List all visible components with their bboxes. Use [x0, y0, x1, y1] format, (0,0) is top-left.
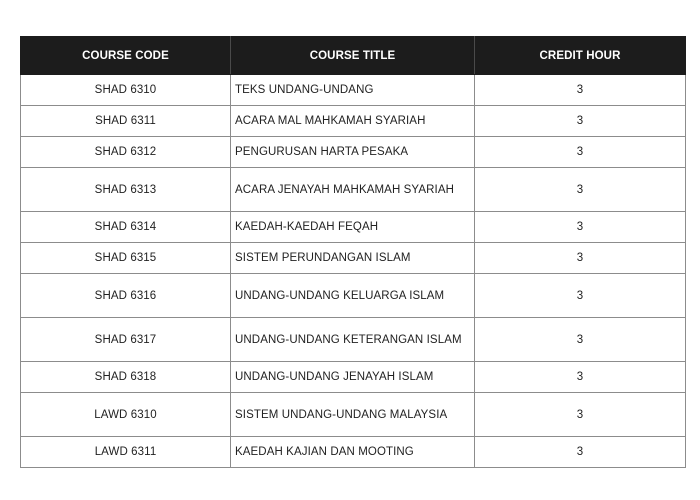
course-title-cell: KAEDAH-KAEDAH FEQAH: [231, 212, 475, 243]
credit-hour-cell: 3: [475, 393, 686, 437]
course-code-cell: LAWD 6310: [21, 393, 231, 437]
credit-hour-cell: 3: [475, 318, 686, 362]
credit-hour-cell: 3: [475, 362, 686, 393]
credit-hour-cell: 3: [475, 75, 686, 106]
course-title-cell: SISTEM PERUNDANGAN ISLAM: [231, 243, 475, 274]
header-credit-hour: CREDIT HOUR: [475, 37, 686, 75]
header-course-title: COURSE TITLE: [231, 37, 475, 75]
table-row: [21, 106, 686, 137]
course-code-cell: SHAD 6310: [21, 75, 231, 106]
course-title-cell: TEKS UNDANG-UNDANG: [231, 75, 475, 106]
table-row: [21, 137, 686, 168]
table-header: [21, 37, 686, 75]
table-row: [21, 362, 686, 393]
table-row: [21, 274, 686, 318]
course-table: [20, 36, 686, 468]
table-row: [21, 318, 686, 362]
course-code-cell: SHAD 6314: [21, 212, 231, 243]
course-title-cell: KAEDAH KAJIAN DAN MOOTING: [231, 437, 475, 468]
table-row: [21, 75, 686, 106]
course-code-cell: SHAD 6311: [21, 106, 231, 137]
credit-hour-cell: 3: [475, 168, 686, 212]
course-title-cell: PENGURUSAN HARTA PESAKA: [231, 137, 475, 168]
course-code-cell: LAWD 6311: [21, 437, 231, 468]
course-code-cell: SHAD 6312: [21, 137, 231, 168]
table-row: [21, 437, 686, 468]
course-title-cell: UNDANG-UNDANG KELUARGA ISLAM: [231, 274, 475, 318]
credit-hour-cell: 3: [475, 106, 686, 137]
course-code-cell: SHAD 6315: [21, 243, 231, 274]
table-body: [21, 75, 686, 468]
course-title-cell: SISTEM UNDANG-UNDANG MALAYSIA: [231, 393, 475, 437]
credit-hour-cell: 3: [475, 212, 686, 243]
table-row: [21, 212, 686, 243]
table-row: [21, 168, 686, 212]
course-code-cell: SHAD 6313: [21, 168, 231, 212]
course-title-cell: ACARA JENAYAH MAHKAMAH SYARIAH: [231, 168, 475, 212]
course-title-cell: UNDANG-UNDANG KETERANGAN ISLAM: [231, 318, 475, 362]
credit-hour-cell: 3: [475, 437, 686, 468]
table-row: [21, 243, 686, 274]
course-title-cell: UNDANG-UNDANG JENAYAH ISLAM: [231, 362, 475, 393]
header-row: [21, 37, 686, 75]
course-code-cell: SHAD 6318: [21, 362, 231, 393]
course-code-cell: SHAD 6317: [21, 318, 231, 362]
table-row: [21, 393, 686, 437]
header-course-code: COURSE CODE: [21, 37, 231, 75]
credit-hour-cell: 3: [475, 137, 686, 168]
course-title-cell: ACARA MAL MAHKAMAH SYARIAH: [231, 106, 475, 137]
course-code-cell: SHAD 6316: [21, 274, 231, 318]
credit-hour-cell: 3: [475, 243, 686, 274]
credit-hour-cell: 3: [475, 274, 686, 318]
